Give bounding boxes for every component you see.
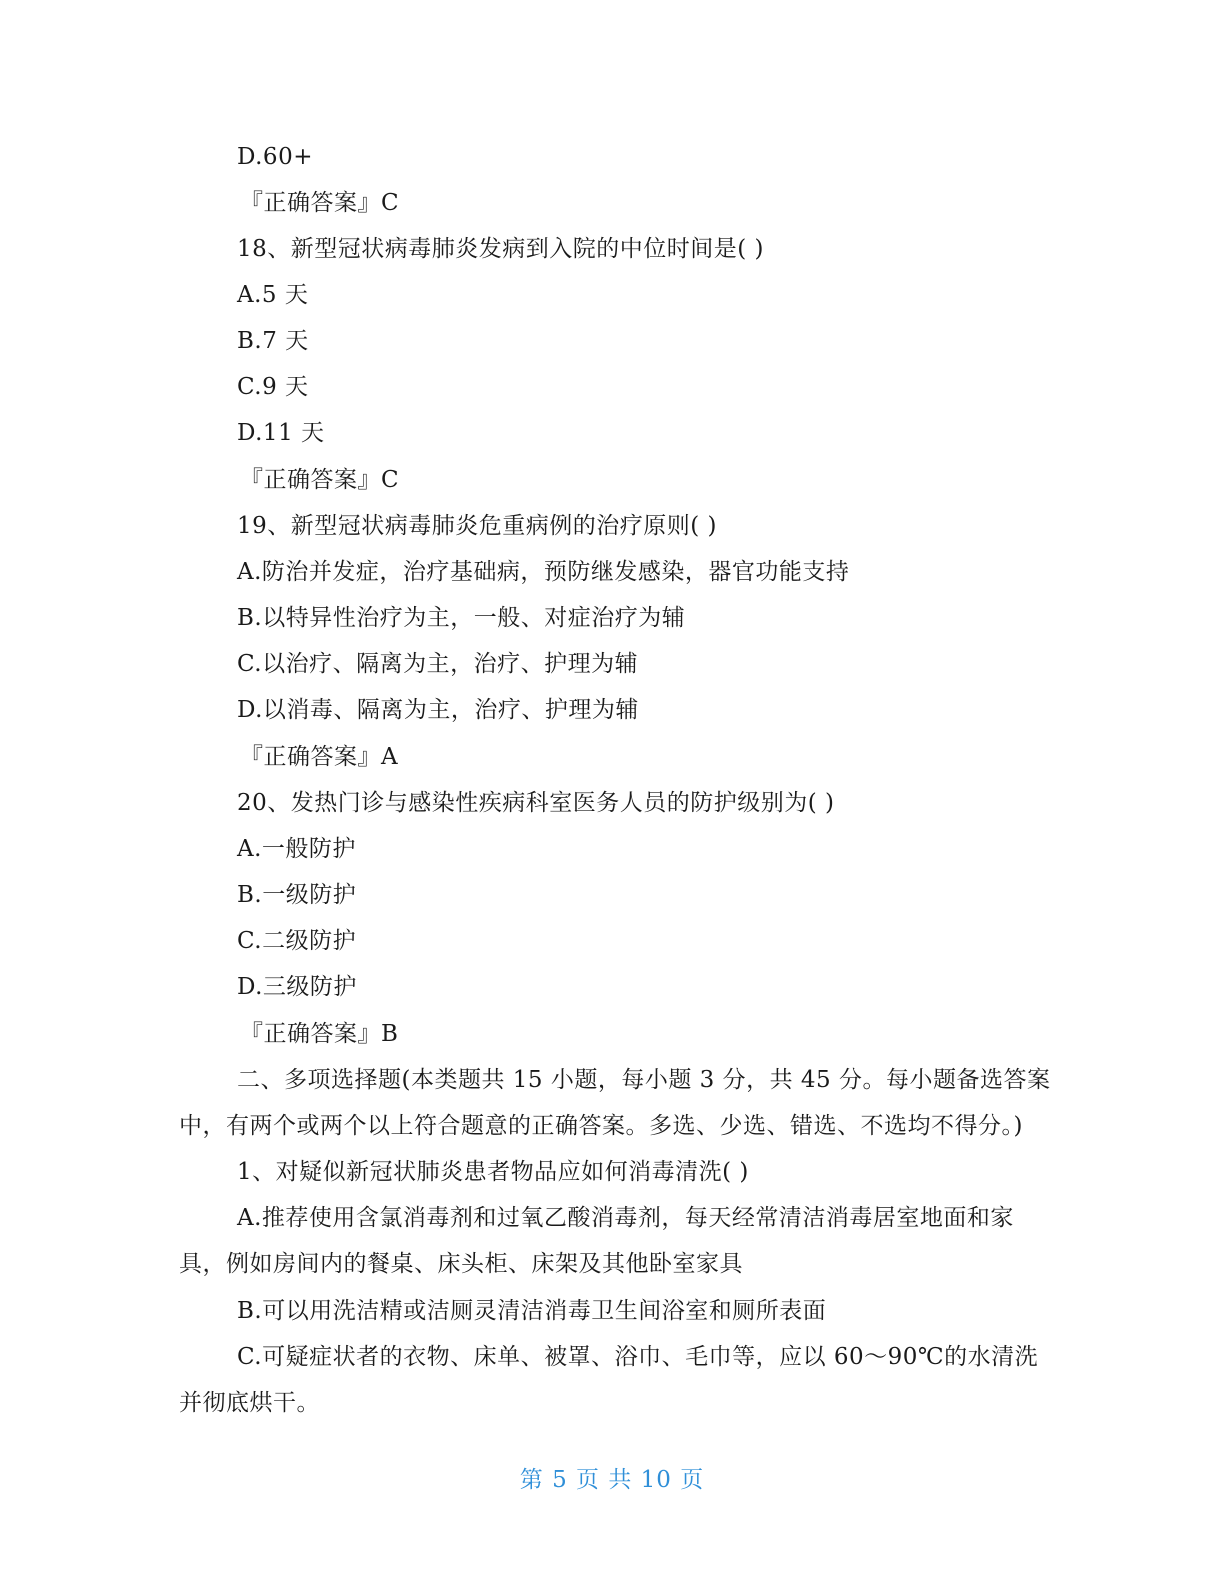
section-heading-continued: 中，有两个或两个以上符合题意的正确答案。多选、少选、错选、不选均不得分。) — [179, 1113, 1023, 1139]
question-line: 1、对疑似新冠状肺炎患者物品应如何消毒清洗( ) — [237, 1159, 749, 1185]
option-line: D.60+ — [237, 144, 313, 170]
option-line-continued: 并彻底烘干。 — [179, 1390, 320, 1416]
option-line: B.一级防护 — [237, 882, 357, 908]
answer-line: 『正确答案』A — [240, 744, 399, 770]
option-line: D.11 天 — [237, 420, 325, 446]
option-line-continued: 具，例如房间内的餐桌、床头柜、床架及其他卧室家具 — [179, 1251, 743, 1277]
option-line: C.9 天 — [237, 374, 309, 400]
option-line: C.二级防护 — [237, 928, 357, 954]
option-line: B.7 天 — [237, 328, 309, 354]
option-line: C.以治疗、隔离为主，治疗、护理为辅 — [237, 651, 639, 677]
option-line: B.以特异性治疗为主，一般、对症治疗为辅 — [237, 605, 686, 631]
question-line: 19、新型冠状病毒肺炎危重病例的治疗原则( ) — [237, 513, 718, 539]
option-line: C.可疑症状者的衣物、床单、被罩、浴巾、毛巾等，应以 60～90℃的水清洗 — [237, 1344, 1039, 1370]
option-line: D.三级防护 — [237, 974, 357, 1000]
option-line: A.5 天 — [237, 282, 309, 308]
option-line: A.推荐使用含氯消毒剂和过氧乙酸消毒剂，每天经常清洁消毒居室地面和家 — [237, 1205, 1014, 1231]
answer-line: 『正确答案』B — [240, 1021, 399, 1047]
option-line: A.防治并发症，治疗基础病，预防继发感染，器官功能支持 — [237, 559, 850, 585]
option-line: A.一般防护 — [237, 836, 356, 862]
answer-line: 『正确答案』C — [240, 467, 400, 493]
option-line: B.可以用洗洁精或洁厕灵清洁消毒卫生间浴室和厕所表面 — [237, 1298, 827, 1324]
question-line: 20、发热门诊与感染性疾病科室医务人员的防护级别为( ) — [237, 790, 835, 816]
page-number-footer: 第 5 页 共 10 页 — [519, 1467, 705, 1493]
question-line: 18、新型冠状病毒肺炎发病到入院的中位时间是( ) — [237, 236, 765, 262]
option-line: D.以消毒、隔离为主，治疗、护理为辅 — [237, 697, 639, 723]
answer-line: 『正确答案』C — [240, 190, 400, 216]
section-heading: 二、多项选择题(本类题共 15 小题，每小题 3 分，共 45 分。每小题备选答案 — [237, 1067, 1051, 1093]
